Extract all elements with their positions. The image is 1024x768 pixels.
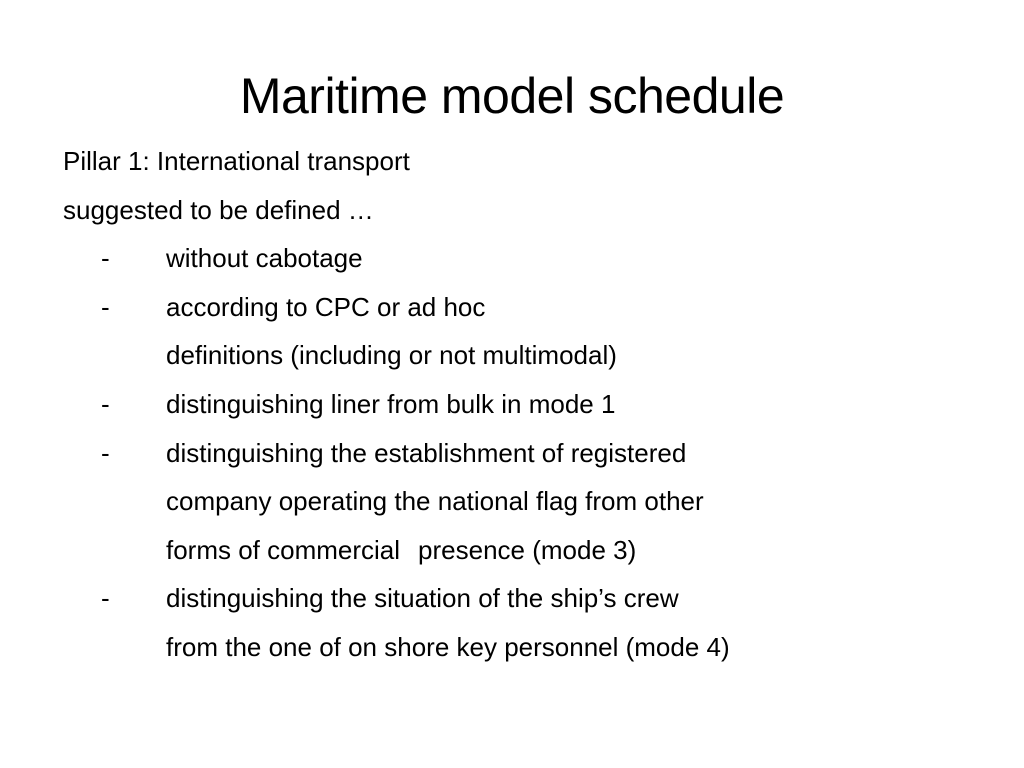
slide-body (63, 137, 963, 672)
dash-marker: - (101, 291, 110, 322)
continuation-text-part: presence (mode 3) (418, 534, 637, 565)
bullet-item (63, 380, 963, 429)
continuation-text (166, 526, 636, 575)
bullet-item (63, 234, 963, 283)
body-line (63, 137, 963, 186)
continuation-text-part: forms of commercial (166, 534, 401, 565)
bullet-item (63, 429, 963, 478)
dash-marker: - (101, 437, 110, 468)
continuation-line (63, 526, 963, 575)
bullet-item (63, 574, 963, 623)
bullet-text: without cabotage (166, 243, 363, 274)
bullet-text: distinguishing liner from bulk in mode 1 (166, 388, 616, 419)
bullet-text: distinguishing the establishment of registered (166, 437, 687, 468)
bullet-text: according to CPC or ad hoc (166, 291, 486, 322)
dash-marker: - (101, 243, 110, 274)
body-line (63, 186, 963, 235)
continuation-text: from the one of on shore key personnel (mode 4) (166, 631, 730, 662)
line-text: suggested to be defined … (63, 194, 374, 225)
slide-title: Maritime model schedule (239, 68, 785, 124)
continuation-line (63, 623, 963, 672)
continuation-text: definitions (including or not multimodal) (166, 340, 617, 371)
line-text: Pillar 1: International transport (63, 146, 410, 176)
continuation-line (63, 331, 963, 380)
dash-marker: - (101, 583, 110, 614)
bullet-text: distinguishing the situation of the ship’s crew (166, 583, 679, 614)
dash-marker: - (101, 388, 110, 419)
continuation-text: company operating the national flag from other (166, 486, 704, 517)
continuation-line (63, 477, 963, 526)
bullet-item (63, 283, 963, 332)
